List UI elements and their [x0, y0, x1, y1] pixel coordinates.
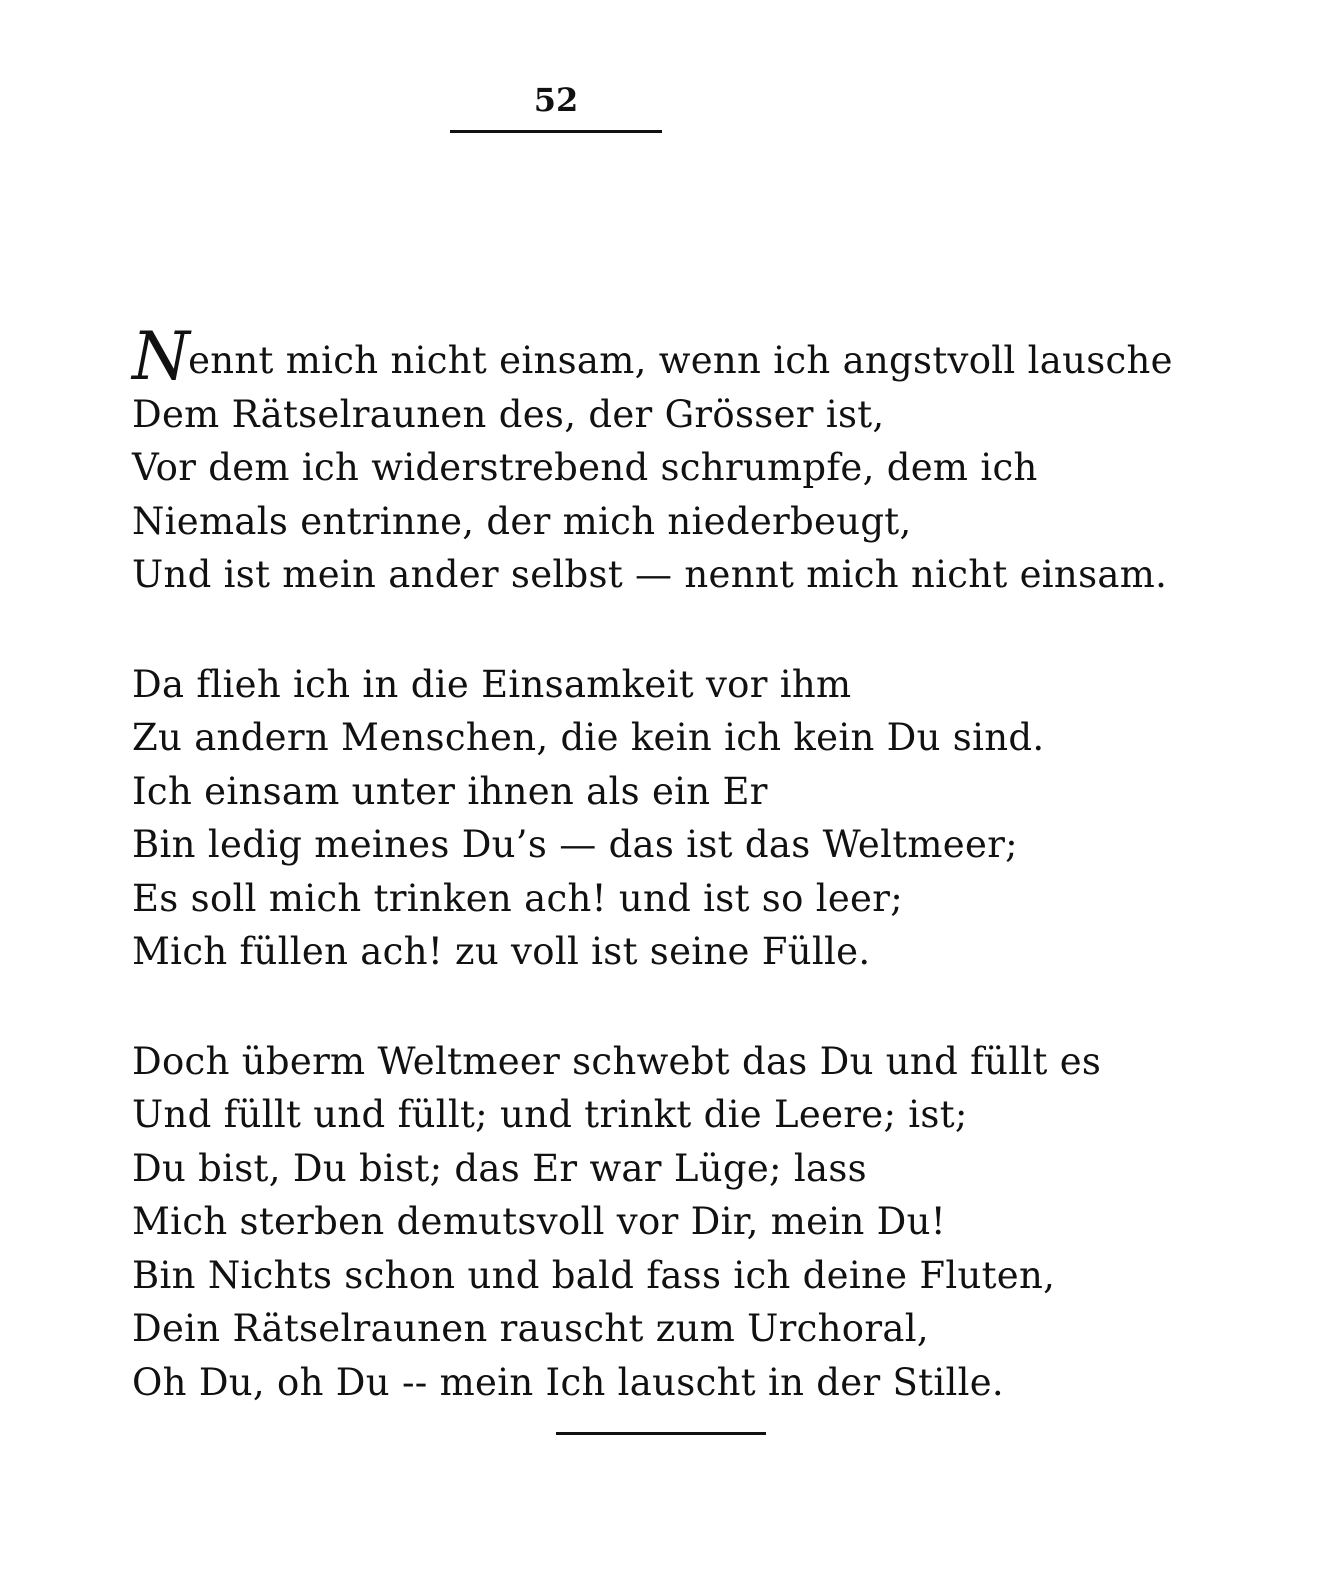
- first-line-rest: ennt mich nicht einsam, wenn ich angstvoll lausche: [188, 339, 1173, 382]
- poem-line-first: [132, 318, 1282, 395]
- poem-line: Ich einsam unter ihnen als ein Er: [132, 769, 768, 813]
- poem-line: Du bist, Du bist; das Er war Lüge; lass: [132, 1146, 867, 1190]
- page-number: 52: [533, 81, 579, 119]
- poem-line: Zu andern Menschen, die kein ich kein Du sind.: [132, 716, 1045, 759]
- poem-line: Oh Du, oh Du -- mein Ich lauscht in der Stille.: [132, 1360, 1004, 1404]
- stanza-3: [132, 1035, 1282, 1410]
- poem-line: Niemals entrinne, der mich niederbeugt,: [132, 499, 912, 543]
- poem-line: Und ist mein ander selbst — nennt mich nicht einsam.: [132, 553, 1168, 596]
- poem-line: Mich füllen ach! zu voll ist seine Fülle.: [132, 930, 871, 973]
- decorative-initial: N: [132, 318, 191, 395]
- poem-line: Vor dem ich widerstrebend schrumpfe, dem ich: [132, 446, 1038, 489]
- poem-line: Dein Rätselraunen rauscht zum Urchoral,: [132, 1307, 929, 1350]
- poem-line: Und füllt und füllt; und trinkt die Leere; ist;: [132, 1093, 968, 1136]
- poem-line: Doch überm Weltmeer schwebt das Du und füllt es: [132, 1039, 1102, 1083]
- stanza-2: [132, 658, 1282, 979]
- footer-rule: [556, 1432, 766, 1435]
- poem-line: Bin Nichts schon und bald fass ich deine Fluten,: [132, 1253, 1056, 1297]
- poem-line: Bin ledig meines Du’s — das ist das Weltmeer;: [132, 823, 1018, 866]
- poem-line: Mich sterben demutsvoll vor Dir, mein Du!: [132, 1200, 946, 1243]
- poem-line: Da flieh ich in die Einsamkeit vor ihm: [132, 662, 852, 706]
- stanza-1: [132, 318, 1282, 602]
- poem: [132, 318, 1282, 1465]
- poem-line: Dem Rätselraunen des, der Grösser ist,: [132, 392, 885, 436]
- poem-line: Es soll mich trinken ach! und ist so leer;: [132, 876, 904, 920]
- header-rule: [450, 130, 662, 133]
